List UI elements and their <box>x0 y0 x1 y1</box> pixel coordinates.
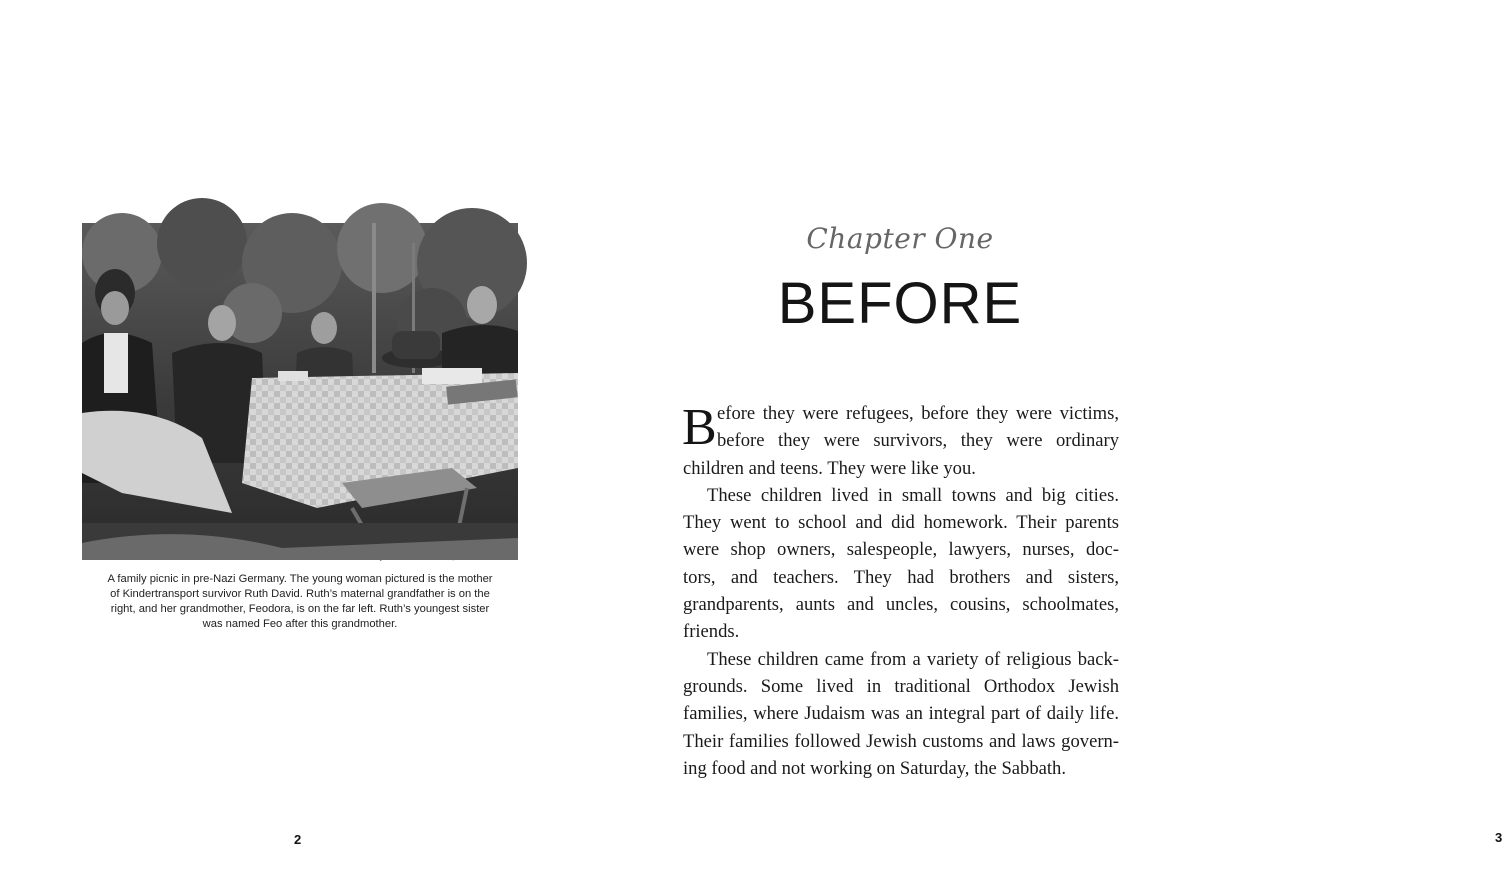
text-line: grounds. Some lived in traditional Orthodox Jewish <box>683 675 1119 697</box>
caption-line: A family picnic in pre-Nazi Germany. The young woman pictured is the mother <box>107 573 493 585</box>
paragraph-1 <box>683 400 1119 482</box>
text-line: families, where Judaism was an integral part of daily life. <box>683 703 1119 725</box>
text-line: children and teens. They were like you. <box>683 457 976 479</box>
caption-line: right, and her grandmother, Feodora, is on the far left. Ruth’s youngest sister <box>110 603 490 615</box>
drop-cap: B <box>682 399 717 456</box>
right-page <box>600 0 1502 872</box>
text-line: These children came from a variety of religious back- <box>707 648 1119 670</box>
paragraph-3 <box>683 646 1119 782</box>
text-line: before they were survivors, they were ordinary <box>717 430 1119 452</box>
chapter-body <box>683 400 1119 782</box>
caption-line: was named Feo after this grandmother. <box>202 618 398 630</box>
text-line: were shop owners, salespeople, lawyers, nurses, doc- <box>683 539 1119 561</box>
text-line: tors, and teachers. They had brothers and sisters, <box>683 566 1119 588</box>
text-line: grandparents, aunts and uncles, cousins, schoolmates, <box>683 594 1119 616</box>
chapter-label: Chapter One <box>806 222 994 255</box>
text-line: efore they were refugees, before they were victims, <box>717 403 1119 424</box>
text-line: ing food and not working on Saturday, the Sabbath. <box>683 757 1067 779</box>
left-page <box>0 0 600 872</box>
text-line: friends. <box>683 621 740 643</box>
paragraph-2 <box>683 482 1119 646</box>
text-line: They went to school and did homework. Their parents <box>683 512 1119 534</box>
page-number-left: 2 <box>294 832 302 847</box>
family-picnic-photo <box>82 223 518 560</box>
text-line: These children lived in small towns and big cities. <box>707 484 1119 506</box>
text-line: Their families followed Jewish customs and laws govern- <box>683 730 1119 752</box>
chapter-title: BEFORE <box>777 271 1023 336</box>
page-number-right: 3 <box>1495 830 1502 845</box>
caption-line: of Kindertransport survivor Ruth David. Ruth’s maternal grandfather is on the <box>110 588 490 600</box>
photo-caption <box>82 572 518 632</box>
